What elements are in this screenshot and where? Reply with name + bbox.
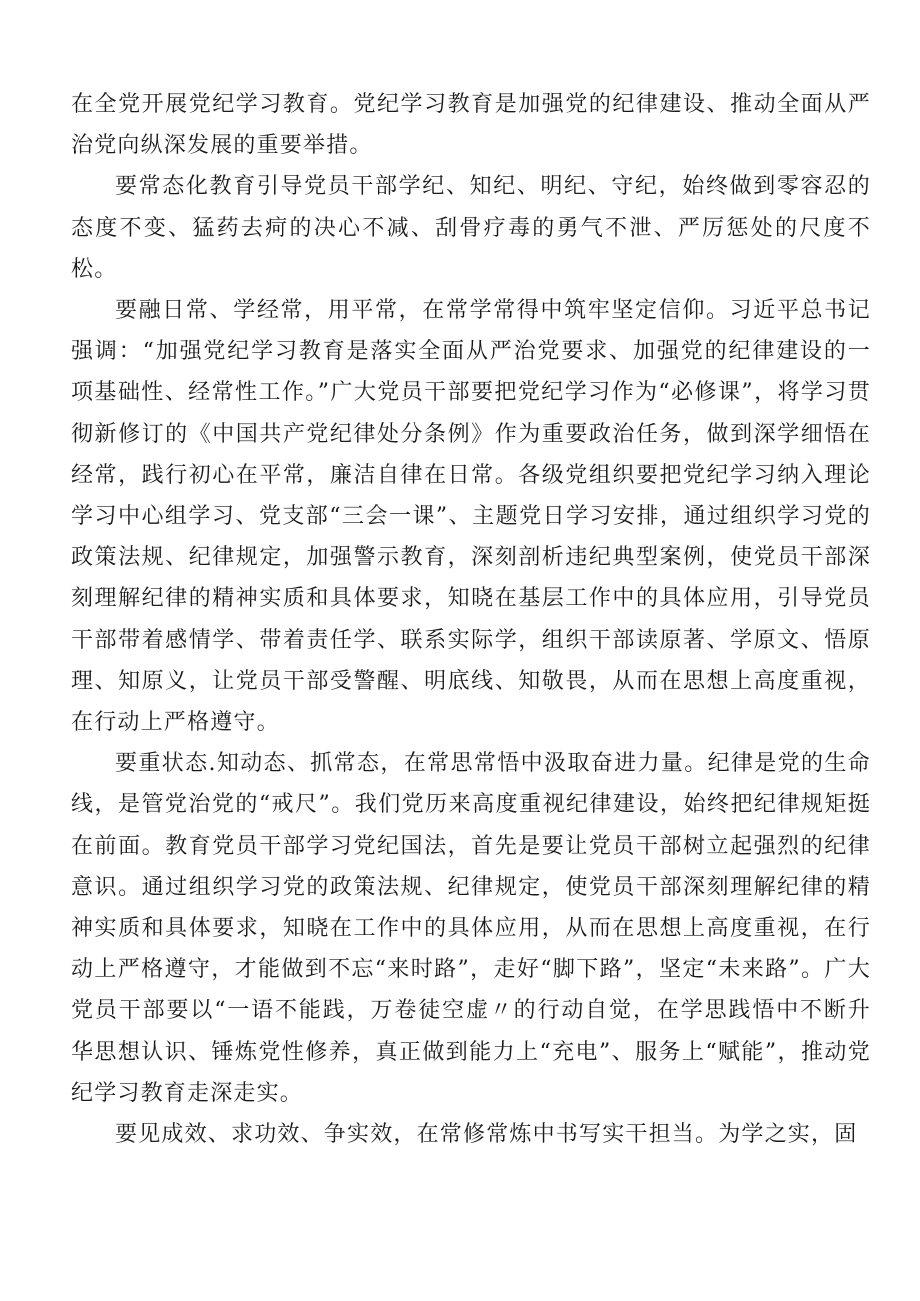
paragraph-daily-learning: 要融日常、学经常，用平常，在常学常得中筑牢坚定信仰。习近平总书记强调：“加强党纪学习教育是落实全面从严治党要求、加强党的纪律建设的一项基础性、经常性工作。”广大党员干部要把党纪学习作为“必修课”，将学习贯彻新修订的《中国共产党纪律处分条例》作为重要政治任务，做到深学细悟在经常，践行初心在平常，廉洁自律在日常。各级党组织要把党纪学习纳入理论学习中心组学习、党支部“三会一课”、主题党日学习安排，通过组织学习党的政策法规、纪律规定，加强警示教育，深刻剖析违纪典型案例，使党员干部深刻理解纪律的精神实质和具体要求，知晓在基层工作中的具体应用，引导党员干部带着感情学、带着责任学、联系实际学，组织干部读原著、学原文、悟原理、知原义，让党员干部受警醒、明底线、知敬畏，从而在思想上高度重视，在行动上严格遵守。	[71, 298, 871, 736]
document-body	[71, 84, 871, 1155]
paragraph-results: 要见成效、求功效、争实效，在常修常炼中书写实干担当。为学之实，固	[115, 1122, 858, 1148]
paragraph-zero-tolerance: 要常态化教育引导党员干部学纪、知纪、明纪、守纪，始终做到零容忍的态度不变、猛药去疴的决心不减、刮骨疗毒的勇气不泄、严厉惩处的尺度不松。	[71, 174, 871, 282]
paragraph-discipline-awareness: 要重状态.知动态、抓常态，在常思常悟中汲取奋进力量。纪律是党的生命线，是管党治党的“戒尺”。我们党历来高度重视纪律建设，始终把纪律规矩挺在前面。教育党员干部学习党纪国法，首先是要让党员干部树立起强烈的纪律意识。通过组织学习党的政策法规、纪律规定，使党员干部深刻理解纪律的精神实质和具体要求，知晓在工作中的具体应用，从而在思想上高度重视，在行动上严格遵守，才能做到不忘“来时路”，走好“脚下路”，坚定“未来路”。广大党员干部要以“一语不能践，万卷徒空虚〃的行动自觉，在学思践悟中不断升华思想认识、锤炼党性修养，真正做到能力上“充电”、服务上“赋能”，推动党纪学习教育走深走实。	[71, 751, 871, 1106]
paragraph-continuation: 在全党开展党纪学习教育。党纪学习教育是加强党的纪律建设、推动全面从严治党向纵深发展的重要举措。	[71, 92, 871, 159]
